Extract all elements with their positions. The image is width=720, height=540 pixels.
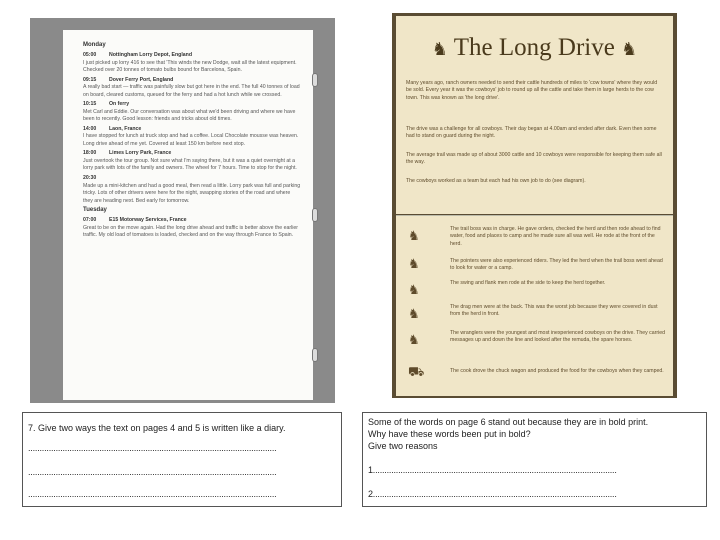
binder-ring-icon [312, 348, 318, 362]
diary-page-image [30, 18, 335, 403]
role-drag-men: The drag men were at the back. This was the worst job because they were covered in dust from the herd in front. [450, 304, 658, 318]
cowboy-horse-icon: ♞ [621, 39, 638, 59]
long-drive-intro-panel [396, 16, 673, 214]
answer-line[interactable]: ............................................................................................................ [28, 443, 277, 453]
long-drive-title: ♞ The Long Drive ♞ [431, 34, 638, 61]
diary-entry: 07:00 E15 Motorway Services, France Great to be on the move again. Had the long drive ahead and traffic is better above the earlier traffic. My old load of tomatoes is loaded, checked and on the way through France to Spain. [83, 217, 299, 239]
role-pointers: The pointers were also experienced riders. They led the herd when the trail boss went ahead to look for water or a camp. [450, 258, 663, 272]
question-7-box [22, 412, 342, 507]
rider-icon: ♞ [408, 332, 420, 347]
diary-entry: 09:15 Dover Ferry Port, England A really bad start — traffic was painfully slow but got here in the end. The full 40 tonnes of load on board, cleared customs, queued for the ferry and had a hot lunch while we crossed. [83, 76, 300, 98]
intro-paragraph: The drive was a challenge for all cowboys. Their day began at 4.00am and ended after dark. Even then some had to stand on guard during the night. [406, 126, 657, 140]
role-trail-boss: The trail boss was in charge. He gave orders, checked the herd and then rode ahead to find water, food and places to camp and he made sure all was well. He rode at the front of the herd. [450, 226, 661, 247]
rider-icon: ♞ [408, 256, 420, 271]
cowboy-roles-panel [396, 215, 673, 396]
bold-question-line-2: Why have these words been put in bold? [368, 429, 531, 439]
bold-question-line-3: Give two reasons [368, 441, 438, 451]
rider-icon: ♞ [408, 228, 420, 243]
question-7-text: 7. Give two ways the text on pages 4 and 5 is written like a diary. [28, 423, 286, 433]
role-cook: The cook drove the chuck wagon and produced the food for the cowboys when they camped. [450, 368, 664, 374]
intro-paragraph: The average trail was made up of about 3000 cattle and 10 cowboys were responsible for keeping them safe all the way. [406, 152, 662, 166]
diary-entry: 20:30 Made up a mini-kitchen and had a good meal, then read a little. Lorry park was full and parking tricky. Lots of other drivers were here for the night, swapping stories of the road and where they are heading next. Bed early for tomorrow. [83, 174, 301, 204]
binder-ring-icon [312, 208, 318, 222]
rider-icon: ♞ [408, 282, 420, 297]
diary-entry: 14:00 Laon, France I have stopped for lunch at truck stop and had a coffee. Local Chocolate mousse was heaven. Long drive ahead of me yet. Covered at least 150 km before next stop. [83, 125, 299, 147]
answer-line[interactable]: ............................................................................................................ [28, 489, 277, 499]
long-drive-page-image [392, 13, 677, 398]
diary-entry: 05:00 Nottingham Lorry Depot, England I just picked up lorry 416 to see that 'This winds the new Dodge, wait all the latest equipment. Checked over 20 tonnes of tomato bulbs bound for Barcelona, Spain. [83, 52, 297, 74]
intro-paragraph: Many years ago, ranch owners needed to send their cattle hundreds of miles to 'cow towns' where they would be sold. Every year it was the cowboys' job to round up all the cattle and take them in large herds to the cow town. This was known as 'the long drive'. [406, 80, 658, 101]
binder-ring-icon [312, 73, 318, 87]
wagon-icon: ⛟ [408, 364, 425, 379]
role-wranglers: The wranglers were the youngest and most inexperienced cowboys on the drive. They carried messages up and down the line and looked after the remuda, the spare horses. [450, 330, 666, 344]
role-swing-flank: The swing and flank men rode at the side to keep the herd together. [450, 280, 606, 286]
diary-day-monday: Monday [83, 42, 106, 48]
diary-entry: 10:15 On ferry Met Carl and Eddie. Our conversation was about what we'd been driving and where we have been to recently. Good lesson: friends and tricks about old times. [83, 101, 296, 123]
cowboy-horse-icon: ♞ [431, 39, 448, 59]
bold-words-question-box [362, 412, 707, 507]
rider-icon: ♞ [408, 306, 420, 321]
diary-sheet [63, 30, 313, 400]
intro-paragraph: The cowboys worked as a team but each had his own job to do (see diagram). [406, 178, 586, 184]
diary-entry: 18:00 Limes Lorry Park, France Just overtook the tour group. Not sure what I'm saying there, but it was a quiet overnight at a lorry park with lots of the family and owners. The wheel for 7 hours. Time to stop for the night. [83, 150, 297, 172]
answer-line-2[interactable]: 2.......................................................................................................... [368, 489, 617, 499]
answer-line[interactable]: ............................................................................................................ [28, 467, 277, 477]
answer-line-1[interactable]: 1.......................................................................................................... [368, 465, 617, 475]
bold-question-line-1: Some of the words on page 6 stand out because they are in bold print. [368, 417, 649, 427]
diary-day-tuesday: Tuesday [83, 207, 107, 214]
